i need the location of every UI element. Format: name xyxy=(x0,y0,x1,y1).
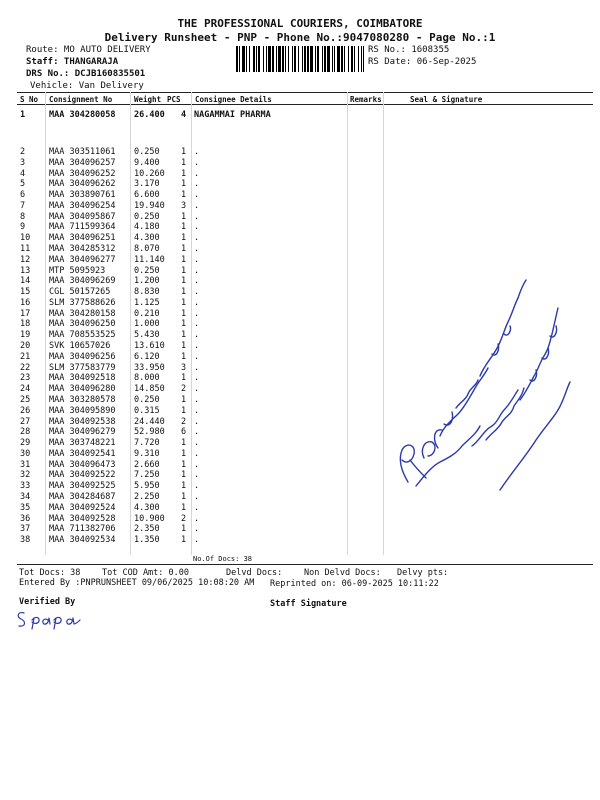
row-sno: 17 xyxy=(20,308,31,319)
row-sno: 11 xyxy=(20,244,31,255)
row-weight: 24.440 xyxy=(134,416,165,427)
row-weight: 10.260 xyxy=(134,168,165,179)
row-weight: 1.350 xyxy=(134,535,160,546)
row-sno: 9 xyxy=(20,222,26,233)
row-consignment-no: MAA 304285312 xyxy=(49,244,116,255)
row-weight: 6.600 xyxy=(134,190,160,201)
row-sno: 27 xyxy=(20,416,31,427)
verifier-signature xyxy=(14,608,84,630)
row-pcs: 1 xyxy=(181,448,187,459)
table-row xyxy=(0,514,600,523)
table-row xyxy=(0,535,600,544)
row-pcs: 1 xyxy=(181,319,187,330)
row-consignment-no: MAA 304280158 xyxy=(49,308,116,319)
row-consignment-no: CGL 50157265 xyxy=(49,287,111,298)
row-consignee: . xyxy=(194,535,200,546)
row-pcs: 1 xyxy=(181,147,187,157)
row-consignee: . xyxy=(194,233,200,244)
row-consignee: . xyxy=(194,244,200,255)
barcode-bar xyxy=(341,46,343,72)
row-sno: 7 xyxy=(20,200,26,211)
barcode-bar xyxy=(282,46,284,72)
row-consignment-no: MAA 304096473 xyxy=(49,459,116,470)
col-header-consignee: Consignee Details xyxy=(195,95,272,104)
row-sno: 22 xyxy=(20,362,31,373)
row-consignment-no: SLM 377583779 xyxy=(49,362,116,373)
row-consignee: . xyxy=(194,254,200,265)
row-consignment-no: MAA 304096279 xyxy=(49,427,116,438)
row-weight: 1.200 xyxy=(134,276,160,287)
row-consignee: . xyxy=(194,200,200,211)
row-consignment-no: MAA 304096252 xyxy=(49,168,116,179)
handwritten-receiver-signature xyxy=(380,250,580,500)
row-sno: 16 xyxy=(20,297,31,308)
table-row xyxy=(0,201,600,210)
verified-by-label: Verified By xyxy=(19,597,76,607)
row-pcs: 1 xyxy=(181,470,187,481)
row-sno: 29 xyxy=(20,438,31,449)
row-sno: 36 xyxy=(20,513,31,524)
row-weight: 9.400 xyxy=(134,157,160,168)
row-sno: 12 xyxy=(20,254,31,265)
table-row xyxy=(0,190,600,199)
row-consignee: . xyxy=(194,147,200,157)
row-pcs: 4 xyxy=(181,110,187,120)
barcode-bar xyxy=(315,46,316,72)
barcode-bar xyxy=(268,46,271,72)
row-consignee: . xyxy=(194,373,200,384)
row-weight: 5.430 xyxy=(134,330,160,341)
row-consignment-no: MAA 303748221 xyxy=(49,438,116,449)
row-weight: 8.830 xyxy=(134,287,160,298)
row-sno: 24 xyxy=(20,384,31,395)
row-consignee: . xyxy=(194,351,200,362)
barcode-bar xyxy=(242,46,245,72)
row-sno: 6 xyxy=(20,190,26,201)
table-row xyxy=(0,222,600,231)
row-consignment-no: MAA 304096277 xyxy=(49,254,116,265)
row-pcs: 1 xyxy=(181,373,187,384)
delivered-docs: Delvd Docs: xyxy=(226,568,283,578)
row-pcs: 1 xyxy=(181,287,187,298)
barcode-bar xyxy=(363,46,364,72)
row-consignee: . xyxy=(194,330,200,341)
row-pcs: 1 xyxy=(181,308,187,319)
row-consignee: . xyxy=(194,438,200,449)
total-cod-amount: Tot COD Amt: 0.00 xyxy=(102,568,189,578)
barcode-bar xyxy=(327,46,330,72)
table-row xyxy=(0,158,600,167)
row-consignee: . xyxy=(194,276,200,287)
row-weight: 4.300 xyxy=(134,502,160,513)
row-consignee: . xyxy=(194,222,200,233)
row-consignee: . xyxy=(194,297,200,308)
row-sno: 34 xyxy=(20,491,31,502)
row-weight: 6.120 xyxy=(134,351,160,362)
row-consignment-no: MAA 304096262 xyxy=(49,179,116,190)
row-consignment-no: MAA 304092525 xyxy=(49,481,116,492)
table-row xyxy=(0,147,600,156)
row-consignee: . xyxy=(194,394,200,405)
row-pcs: 1 xyxy=(181,297,187,308)
row-weight: 0.315 xyxy=(134,405,160,416)
row-weight: 26.400 xyxy=(134,110,165,120)
row-sno: 31 xyxy=(20,459,31,470)
row-sno: 4 xyxy=(20,168,26,179)
row-consignment-no: SVK 10657026 xyxy=(49,341,111,352)
company-title: THE PROFESSIONAL COURIERS, COIMBATORE xyxy=(177,17,423,30)
row-consignee: . xyxy=(194,287,200,298)
row-sno: 15 xyxy=(20,287,31,298)
row-consignment-no: MAA 304096254 xyxy=(49,200,116,211)
row-weight: 0.250 xyxy=(134,394,160,405)
row-weight: 5.950 xyxy=(134,481,160,492)
row-pcs: 1 xyxy=(181,481,187,492)
row-pcs: 1 xyxy=(181,351,187,362)
col-header-weight: Weight xyxy=(134,95,162,104)
row-consignment-no: MAA 304092524 xyxy=(49,502,116,513)
row-consignment-no: MAA 304096280 xyxy=(49,384,116,395)
barcode-bar xyxy=(344,46,345,72)
row-consignee: . xyxy=(194,524,200,535)
barcode-bar xyxy=(302,46,303,72)
entered-by: Entered By :PNPRUNSHEET 09/06/2025 10:08:20 AM xyxy=(19,578,255,588)
table-row xyxy=(0,524,600,533)
rs-number: RS No.: 1608355 xyxy=(368,45,450,55)
row-weight: 7.250 xyxy=(134,470,160,481)
row-consignee: . xyxy=(194,179,200,190)
row-sno: 13 xyxy=(20,265,31,276)
row-pcs: 1 xyxy=(181,233,187,244)
barcode-bar xyxy=(276,46,277,72)
row-sno: 33 xyxy=(20,481,31,492)
row-consignment-no: MAA 304096269 xyxy=(49,276,116,287)
row-weight: 0.250 xyxy=(134,265,160,276)
row-pcs: 1 xyxy=(181,459,187,470)
row-consignment-no: MAA 303511061 xyxy=(49,147,116,157)
table-row xyxy=(0,233,600,242)
row-consignee: . xyxy=(194,211,200,222)
row-sno: 8 xyxy=(20,211,26,222)
row-consignee: . xyxy=(194,481,200,492)
row-pcs: 1 xyxy=(181,179,187,190)
row-sno: 18 xyxy=(20,319,31,330)
row-weight: 4.300 xyxy=(134,233,160,244)
row-consignment-no: SLM 377588626 xyxy=(49,297,116,308)
row-consignee: . xyxy=(194,405,200,416)
table-bottom-rule xyxy=(17,564,593,565)
barcode-bar xyxy=(292,46,293,72)
row-consignment-no: MAA 304095890 xyxy=(49,405,116,416)
row-weight: 8.000 xyxy=(134,373,160,384)
row-pcs: 2 xyxy=(181,513,187,524)
row-consignee: NAGAMMAI PHARMA xyxy=(194,110,271,120)
row-pcs: 3 xyxy=(181,362,187,373)
barcode-bar xyxy=(361,46,362,72)
barcode-bar xyxy=(307,46,309,72)
barcode-bar xyxy=(266,46,267,72)
barcode-bar xyxy=(258,46,260,72)
barcode-bar xyxy=(322,46,323,72)
staff-label: Staff: THANGARAJA xyxy=(26,57,119,67)
row-pcs: 1 xyxy=(181,405,187,416)
barcode-bar xyxy=(246,46,247,72)
barcode-bar xyxy=(249,46,250,72)
row-weight: 2.660 xyxy=(134,459,160,470)
barcode-bar xyxy=(239,46,240,72)
row-consignee: . xyxy=(194,416,200,427)
vehicle-label: Vehicle: Van Delivery xyxy=(30,81,144,91)
row-consignment-no: MAA 304092528 xyxy=(49,513,116,524)
row-consignee: . xyxy=(194,513,200,524)
row-weight: 13.610 xyxy=(134,341,165,352)
row-consignment-no: MAA 304096257 xyxy=(49,157,116,168)
row-weight: 1.125 xyxy=(134,297,160,308)
row-consignment-no: MAA 304092522 xyxy=(49,470,116,481)
row-weight: 11.140 xyxy=(134,254,165,265)
barcode-bar xyxy=(278,46,281,72)
row-consignee: . xyxy=(194,427,200,438)
total-docs: Tot Docs: 38 xyxy=(19,568,81,578)
barcode-bar xyxy=(298,46,299,72)
row-consignee: . xyxy=(194,491,200,502)
col-header-pcs: PCS xyxy=(167,95,181,104)
col-header-consignment: Consignment No xyxy=(49,95,113,104)
row-consignment-no: MTP 5095923 xyxy=(49,265,106,276)
row-sno: 37 xyxy=(20,524,31,535)
row-weight: 0.250 xyxy=(134,211,160,222)
table-row xyxy=(0,503,600,512)
row-pcs: 1 xyxy=(181,211,187,222)
col-header-seal: Seal & Signature xyxy=(410,95,483,104)
table-row xyxy=(0,212,600,221)
row-weight: 7.720 xyxy=(134,438,160,449)
row-sno: 19 xyxy=(20,330,31,341)
row-consignment-no: MAA 304092534 xyxy=(49,535,116,546)
row-pcs: 1 xyxy=(181,394,187,405)
row-weight: 4.180 xyxy=(134,222,160,233)
row-weight: 8.070 xyxy=(134,244,160,255)
row-consignee: . xyxy=(194,319,200,330)
row-consignment-no: MAA 304096250 xyxy=(49,319,116,330)
rs-date: RS Date: 06-Sep-2025 xyxy=(368,57,477,67)
row-consignment-no: MAA 304096256 xyxy=(49,351,116,362)
row-weight: 9.310 xyxy=(134,448,160,459)
barcode-bar xyxy=(354,46,355,72)
row-weight: 0.250 xyxy=(134,147,160,157)
row-consignee: . xyxy=(194,157,200,168)
row-weight: 52.980 xyxy=(134,427,165,438)
drs-number: DRS No.: DCJB160835501 xyxy=(26,69,146,79)
row-pcs: 2 xyxy=(181,384,187,395)
row-consignment-no: MAA 711599364 xyxy=(49,222,116,233)
row-consignee: . xyxy=(194,502,200,513)
table-row xyxy=(0,179,600,188)
runsheet-subtitle: Delivery Runsheet - PNP - Phone No.:9047080280 - Page No.:1 xyxy=(104,31,496,44)
row-pcs: 1 xyxy=(181,276,187,287)
row-consignment-no: MAA 304095867 xyxy=(49,211,116,222)
row-pcs: 1 xyxy=(181,341,187,352)
row-consignment-no: MAA 304092541 xyxy=(49,448,116,459)
row-consignee: . xyxy=(194,459,200,470)
row-sno: 35 xyxy=(20,502,31,513)
barcode-image xyxy=(236,46,364,72)
table-row xyxy=(0,169,600,178)
barcode-bar xyxy=(358,46,359,72)
row-consignment-no: MAA 304092518 xyxy=(49,373,116,384)
row-consignment-no: MAA 304096251 xyxy=(49,233,116,244)
row-pcs: 1 xyxy=(181,438,187,449)
delivery-points: Delvy pts: xyxy=(397,568,449,578)
row-consignment-no: MAA 304092538 xyxy=(49,416,116,427)
row-weight: 19.940 xyxy=(134,200,165,211)
barcode-bar xyxy=(304,46,306,72)
row-sno: 10 xyxy=(20,233,31,244)
row-weight: 10.900 xyxy=(134,513,165,524)
row-consignee: . xyxy=(194,168,200,179)
barcode-bar xyxy=(294,46,296,72)
row-consignment-no: MAA 708553525 xyxy=(49,330,116,341)
row-consignee: . xyxy=(194,470,200,481)
row-pcs: 1 xyxy=(181,254,187,265)
row-consignee: . xyxy=(194,190,200,201)
barcode-bar xyxy=(256,46,257,72)
row-pcs: 3 xyxy=(181,200,187,211)
row-consignee: . xyxy=(194,448,200,459)
no-of-docs: No.Of Docs: 38 xyxy=(193,555,253,563)
table-header-rule xyxy=(17,104,593,105)
row-weight: 2.250 xyxy=(134,491,160,502)
row-consignee: . xyxy=(194,265,200,276)
row-pcs: 1 xyxy=(181,244,187,255)
row-consignment-no: MAA 711382706 xyxy=(49,524,116,535)
row-weight: 33.950 xyxy=(134,362,165,373)
row-consignee: . xyxy=(194,362,200,373)
reprinted-on: Reprinted on: 06-09-2025 10:11:22 xyxy=(270,579,439,589)
barcode-bar xyxy=(236,46,238,72)
row-pcs: 1 xyxy=(181,157,187,168)
row-sno: 2 xyxy=(20,147,26,157)
row-sno: 1 xyxy=(20,110,26,120)
row-consignee: . xyxy=(194,308,200,319)
col-header-sno: S No xyxy=(20,95,39,104)
row-pcs: 1 xyxy=(181,222,187,233)
barcode-bar xyxy=(310,46,313,72)
barcode-bar xyxy=(334,46,335,72)
row-weight: 14.850 xyxy=(134,384,165,395)
row-weight: 0.210 xyxy=(134,308,160,319)
row-sno: 25 xyxy=(20,394,31,405)
barcode-bar xyxy=(285,46,286,72)
staff-signature-label: Staff Signature xyxy=(270,599,347,609)
row-sno: 32 xyxy=(20,470,31,481)
table-row xyxy=(0,110,600,119)
row-consignment-no: MAA 303280578 xyxy=(49,394,116,405)
barcode-bar xyxy=(272,46,274,72)
row-sno: 5 xyxy=(20,179,26,190)
row-sno: 38 xyxy=(20,535,31,546)
row-sno: 28 xyxy=(20,427,31,438)
row-pcs: 1 xyxy=(181,502,187,513)
row-sno: 26 xyxy=(20,405,31,416)
row-pcs: 6 xyxy=(181,427,187,438)
barcode-bar xyxy=(324,46,326,72)
row-sno: 3 xyxy=(20,157,26,168)
col-header-remarks: Remarks xyxy=(350,95,382,104)
row-weight: 2.350 xyxy=(134,524,160,535)
row-pcs: 1 xyxy=(181,524,187,535)
row-pcs: 1 xyxy=(181,190,187,201)
row-consignee: . xyxy=(194,384,200,395)
barcode-bar xyxy=(288,46,289,72)
barcode-bar xyxy=(337,46,340,72)
row-consignment-no: MAA 304284687 xyxy=(49,491,116,502)
row-weight: 1.000 xyxy=(134,319,160,330)
barcode-bar xyxy=(351,46,353,72)
non-delivered-docs: Non Delvd Docs: xyxy=(304,568,381,578)
row-consignee: . xyxy=(194,341,200,352)
barcode-bar xyxy=(348,46,349,72)
row-pcs: 2 xyxy=(181,416,187,427)
barcode-bar xyxy=(332,46,333,72)
row-sno: 14 xyxy=(20,276,31,287)
row-pcs: 1 xyxy=(181,535,187,546)
table-top-rule xyxy=(17,92,593,93)
row-consignment-no: MAA 304280058 xyxy=(49,110,116,120)
row-sno: 20 xyxy=(20,341,31,352)
row-pcs: 1 xyxy=(181,265,187,276)
barcode-bar xyxy=(263,46,264,72)
row-pcs: 1 xyxy=(181,168,187,179)
row-sno: 21 xyxy=(20,351,31,362)
barcode-bar xyxy=(317,46,319,72)
row-weight: 3.170 xyxy=(134,179,160,190)
row-pcs: 1 xyxy=(181,491,187,502)
row-sno: 23 xyxy=(20,373,31,384)
route-label: Route: MO AUTO DELIVERY xyxy=(26,45,151,55)
row-consignment-no: MAA 303890761 xyxy=(49,190,116,201)
row-sno: 30 xyxy=(20,448,31,459)
row-pcs: 1 xyxy=(181,330,187,341)
barcode-bar xyxy=(253,46,255,72)
